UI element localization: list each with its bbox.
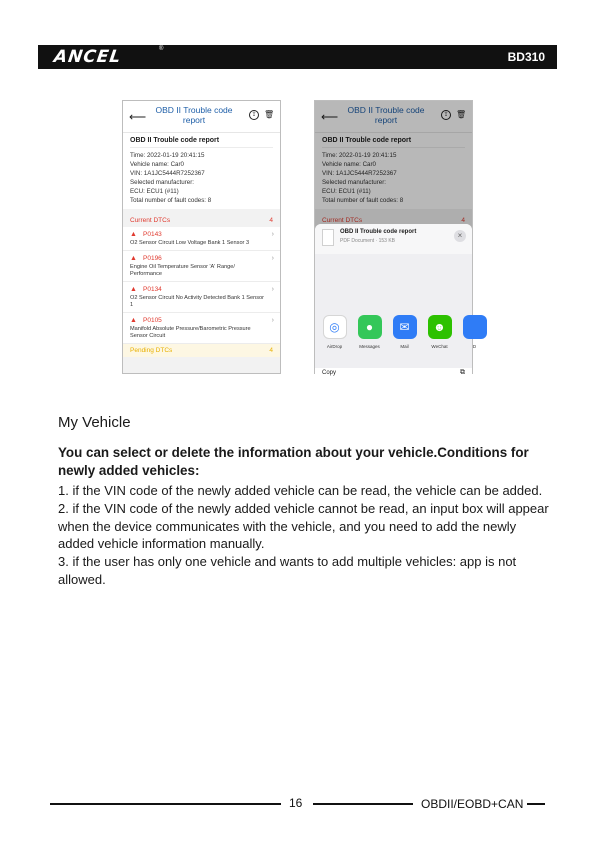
current-dtcs-label: Current DTCs bbox=[322, 217, 363, 224]
report-line: Total number of fault codes: 8 bbox=[130, 197, 212, 204]
report-line: Time: 2022-01-19 20:41:15 bbox=[130, 152, 205, 159]
report-title: OBD II Trouble code report bbox=[322, 136, 465, 148]
warning-icon: ▲ bbox=[130, 255, 137, 262]
share-app-more[interactable] bbox=[461, 315, 488, 349]
chevron-right-icon: › bbox=[271, 286, 274, 293]
app-icon bbox=[463, 315, 487, 339]
brand-logo: ANCEL bbox=[52, 47, 123, 67]
share-file-meta: PDF Document · 153 KB bbox=[340, 238, 396, 244]
section-list bbox=[58, 482, 553, 589]
share-app-airdrop[interactable] bbox=[321, 315, 348, 349]
share-app-label: AirDrop bbox=[326, 344, 343, 349]
share-app-label: Messages bbox=[359, 344, 380, 349]
report-summary bbox=[123, 133, 280, 209]
dtc-item[interactable] bbox=[123, 313, 280, 344]
share-icon[interactable]: ⇪ bbox=[249, 110, 259, 120]
copy-icon: ⧉ bbox=[460, 369, 465, 376]
list-item: 3. if the user has only one vehicle and wants to add multiple vehicles: app is not allowed. bbox=[58, 554, 517, 587]
dtc-code: P0105 bbox=[143, 317, 162, 324]
footer-rule-middle bbox=[313, 803, 413, 805]
report-header-title: OBD II Trouble code report bbox=[155, 105, 233, 125]
back-arrow-icon[interactable]: ⟵ bbox=[321, 110, 339, 124]
model-label: BD310 bbox=[507, 50, 545, 64]
share-app-row bbox=[321, 315, 488, 349]
chevron-right-icon: › bbox=[271, 317, 274, 324]
dtc-item[interactable] bbox=[123, 282, 280, 313]
list-item: 1. if the VIN code of the newly added vehicle can be read, the vehicle can be added. bbox=[58, 483, 543, 498]
current-dtcs-count: 4 bbox=[269, 217, 273, 224]
trash-icon[interactable]: 🗑 bbox=[264, 110, 275, 119]
registered-mark: ® bbox=[159, 46, 164, 52]
report-line: Total number of fault codes: 8 bbox=[322, 197, 404, 204]
share-app-wechat[interactable] bbox=[426, 315, 453, 349]
section-heading: My Vehicle bbox=[58, 414, 131, 431]
dtc-code: P0196 bbox=[143, 255, 162, 262]
report-title: OBD II Trouble code report bbox=[130, 136, 273, 148]
report-line: Selected manufacturer: bbox=[130, 179, 194, 186]
share-app-mail[interactable] bbox=[391, 315, 418, 349]
warning-icon: ▲ bbox=[130, 317, 137, 324]
report-line: ECU: ECU1 (#11) bbox=[322, 188, 371, 195]
report-line: ECU: ECU1 (#11) bbox=[130, 188, 179, 195]
share-app-messages[interactable] bbox=[356, 315, 383, 349]
current-dtcs-header bbox=[123, 213, 280, 227]
share-file-name: OBD II Trouble code report bbox=[340, 229, 417, 235]
trash-icon[interactable]: 🗑 bbox=[456, 110, 467, 119]
share-app-label: D bbox=[472, 344, 477, 349]
page-number: 16 bbox=[289, 796, 303, 810]
copy-label: Copy bbox=[322, 370, 337, 376]
footer-rule-left bbox=[50, 803, 281, 805]
report-header bbox=[123, 101, 280, 133]
share-sheet bbox=[315, 224, 477, 376]
share-app-label: Mail bbox=[400, 344, 409, 349]
footer-label: OBDII/EOBD+CAN bbox=[421, 797, 524, 811]
pdf-thumbnail-icon bbox=[322, 229, 334, 246]
report-line: VIN: 1A1JC5444R7252367 bbox=[322, 170, 397, 177]
dtc-description: O2 Sensor Circuit No Activity Detected Bank 1 Sensor 1 bbox=[130, 295, 264, 308]
dtc-item[interactable] bbox=[123, 251, 280, 282]
pending-dtcs-count: 4 bbox=[269, 347, 273, 354]
wechat-icon: ☻ bbox=[428, 315, 452, 339]
chevron-right-icon: › bbox=[271, 255, 274, 262]
back-arrow-icon[interactable]: ⟵ bbox=[129, 110, 147, 124]
messages-icon: ● bbox=[358, 315, 382, 339]
header-banner bbox=[38, 45, 557, 69]
current-dtcs-label: Current DTCs bbox=[130, 217, 171, 224]
footer-rule-right bbox=[527, 803, 545, 805]
copy-action[interactable] bbox=[315, 368, 472, 382]
dtc-description: Engine Oil Temperature Sensor 'A' Range/ Performance bbox=[130, 264, 235, 277]
current-dtcs-count: 4 bbox=[461, 217, 465, 224]
dtc-code: P0143 bbox=[143, 231, 162, 238]
section-lead: You can select or delete the information about your vehicle.Conditions for newly added vehicles: bbox=[58, 445, 529, 478]
list-item: 2. if the VIN code of the newly added vehicle cannot be read, an input box will appear when the device communicates with the vehicle, and you need to add the newly added vehicle information manually. bbox=[58, 500, 549, 552]
dtc-description: O2 Sensor Circuit Low Voltage Bank 1 Sensor 3 bbox=[130, 240, 250, 246]
screenshot-report bbox=[122, 100, 281, 374]
warning-icon: ▲ bbox=[130, 231, 137, 238]
mail-icon: ✉ bbox=[393, 315, 417, 339]
pending-dtcs-label: Pending DTCs bbox=[130, 347, 173, 354]
share-app-label: WeChat bbox=[431, 344, 448, 349]
report-line: Time: 2022-01-19 20:41:15 bbox=[322, 152, 397, 159]
report-header-title: OBD II Trouble code report bbox=[347, 105, 425, 125]
warning-icon: ▲ bbox=[130, 286, 137, 293]
pending-dtcs-header[interactable] bbox=[123, 344, 280, 357]
share-icon[interactable]: ⇪ bbox=[441, 110, 451, 120]
report-line: Vehicle name: Car0 bbox=[130, 161, 184, 168]
screenshot-share bbox=[314, 100, 477, 376]
report-line: VIN: 1A1JC5444R7252367 bbox=[130, 170, 205, 177]
dtc-description: Manifold Absolute Pressure/Barometric Pressure Sensor Circuit bbox=[130, 326, 251, 339]
share-file-preview bbox=[315, 224, 472, 254]
close-icon[interactable]: × bbox=[454, 230, 466, 242]
dtc-code: P0134 bbox=[143, 286, 162, 293]
dtc-item[interactable] bbox=[123, 227, 280, 251]
chevron-right-icon: › bbox=[271, 231, 274, 238]
report-line: Vehicle name: Car0 bbox=[322, 161, 376, 168]
report-line: Selected manufacturer: bbox=[322, 179, 386, 186]
airdrop-icon: ◎ bbox=[323, 315, 347, 339]
